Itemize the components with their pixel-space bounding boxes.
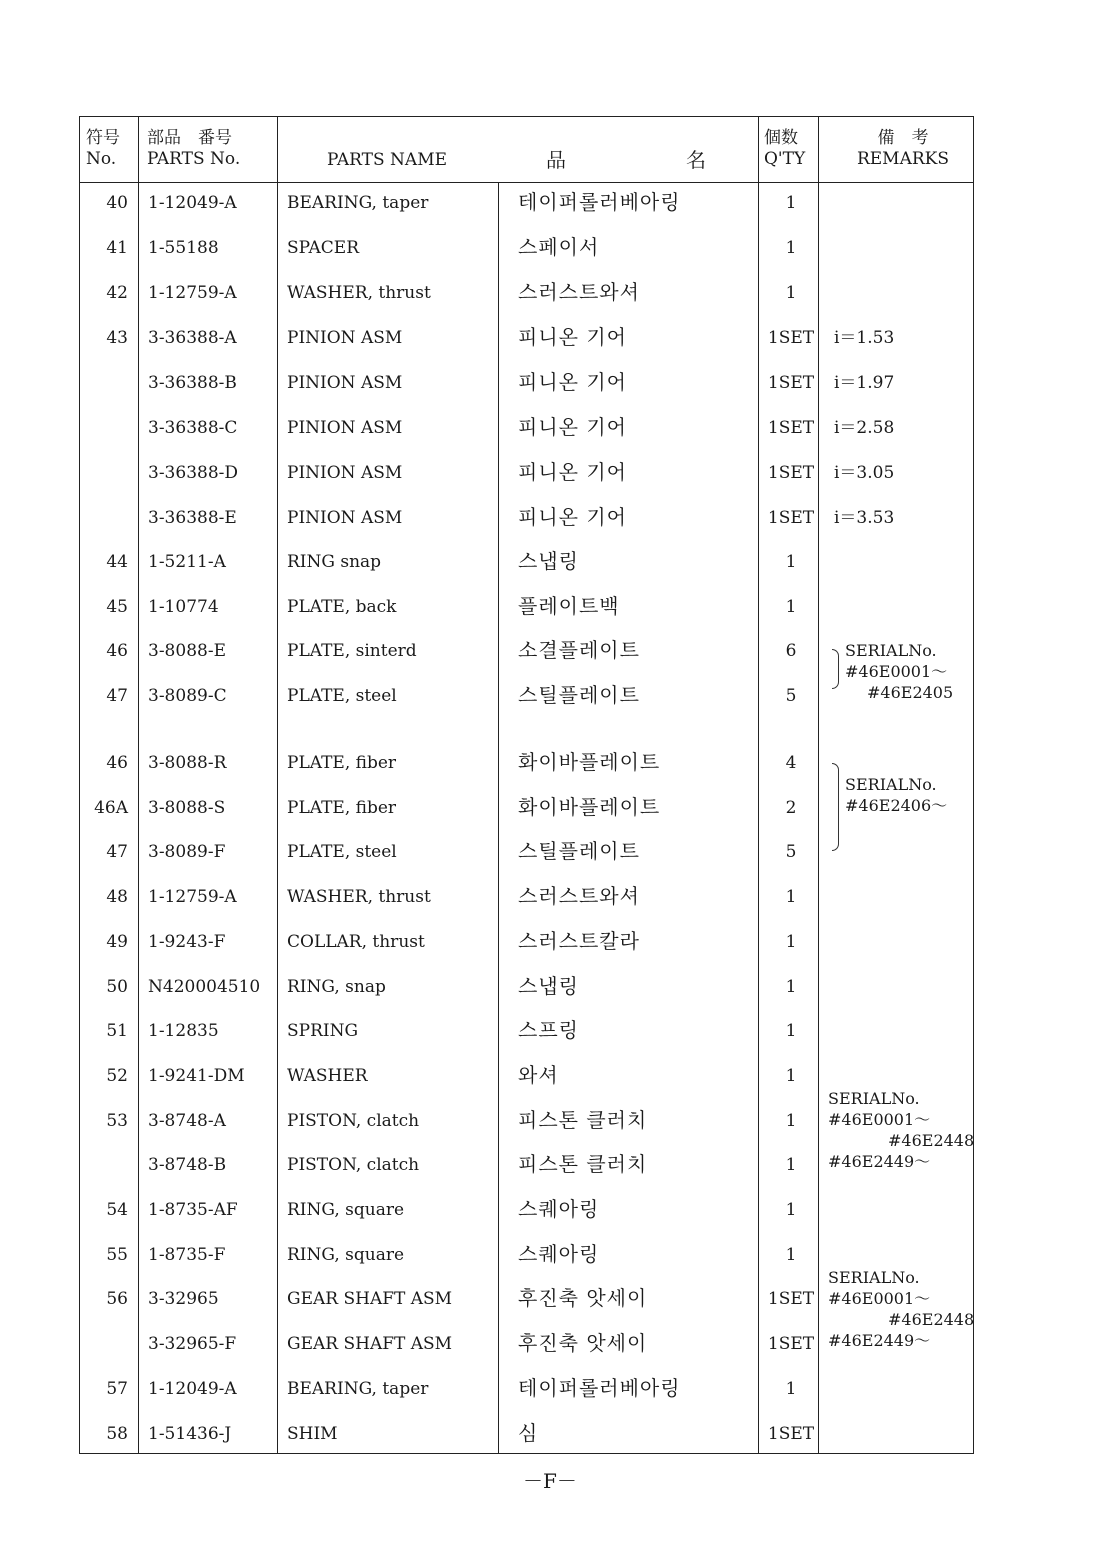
cell-qty: 1SET — [767, 1424, 815, 1444]
cell-part: 1-55188 — [148, 238, 219, 258]
cell-part: 1-5211-A — [148, 552, 226, 572]
cell-rem: i＝1.97 — [834, 373, 895, 393]
col-divider — [138, 117, 139, 1453]
cell-qty: 1 — [785, 283, 797, 303]
cell-part: 3-8748-B — [148, 1155, 227, 1175]
cell-qty: 1 — [785, 932, 797, 952]
cell-name: COLLAR, thrust — [287, 932, 425, 952]
cell-kr: 테이퍼롤러베아링 — [518, 190, 681, 214]
cell-kr: 피니온 기어 — [518, 505, 627, 529]
cell-name: PINION ASM — [287, 463, 403, 483]
cell-qty: 1SET — [767, 328, 815, 348]
cell-no: 40 — [106, 193, 128, 213]
cell-name: BEARING, taper — [287, 1379, 429, 1399]
cell-part: 1-12759-A — [148, 283, 237, 303]
cell-name: PLATE, sinterd — [287, 641, 417, 661]
header-parts-no: 部品 番号 PARTS No. — [147, 128, 241, 169]
cell-part: 3-8748-A — [148, 1111, 226, 1131]
cell-kr: 스프링 — [518, 1018, 579, 1042]
cell-part: 1-9243-F — [148, 932, 226, 952]
cell-name: PLATE, fiber — [287, 753, 397, 773]
cell-name: SHIM — [287, 1424, 338, 1444]
cell-qty: 1 — [785, 1155, 797, 1175]
cell-name: PINION ASM — [287, 418, 403, 438]
header-kr-right: 名 — [686, 148, 706, 172]
brace-icon — [832, 649, 839, 689]
header-divider — [80, 182, 973, 183]
cell-no: 56 — [106, 1289, 128, 1309]
cell-qty: 1 — [785, 597, 797, 617]
cell-no: 42 — [106, 283, 128, 303]
cell-no: 46 — [106, 753, 128, 773]
cell-qty: 1 — [785, 1111, 797, 1131]
cell-part: 3-8089-C — [148, 686, 227, 706]
cell-kr: 피니온 기어 — [518, 370, 627, 394]
cell-kr: 후진축 앗세이 — [518, 1286, 648, 1310]
cell-part: 1-8735-F — [148, 1245, 226, 1265]
cell-no: 58 — [106, 1424, 128, 1444]
cell-name: WASHER, thrust — [287, 283, 431, 303]
cell-qty: 1 — [785, 977, 797, 997]
cell-part: 3-8088-R — [148, 753, 227, 773]
cell-name: SPRING — [287, 1021, 359, 1041]
cell-no: 46 — [106, 641, 128, 661]
cell-rem: i＝1.53 — [834, 328, 895, 348]
cell-kr: 후진축 앗세이 — [518, 1331, 648, 1355]
cell-no: 47 — [106, 842, 128, 862]
cell-qty: 5 — [785, 686, 797, 706]
cell-qty: 1 — [785, 193, 797, 213]
cell-no: 53 — [106, 1111, 128, 1131]
cell-kr: 스냅링 — [518, 974, 579, 998]
cell-kr: 스틸플레이트 — [518, 683, 640, 707]
cell-name: PLATE, steel — [287, 686, 397, 706]
header-parts-name: PARTS NAME — [327, 150, 448, 170]
col-divider — [498, 182, 499, 1453]
cell-rem: i＝3.53 — [834, 508, 895, 528]
cell-no: 48 — [106, 887, 128, 907]
cell-part: 1-12835 — [148, 1021, 219, 1041]
cell-qty: 1 — [785, 1245, 797, 1265]
cell-kr: 피스톤 클러치 — [518, 1108, 648, 1132]
cell-qty: 5 — [785, 842, 797, 862]
cell-kr: 스퀘아링 — [518, 1197, 600, 1221]
header-kr-left: 品 — [546, 148, 566, 172]
cell-part: 3-36388-B — [148, 373, 237, 393]
cell-name: RING, snap — [287, 977, 386, 997]
cell-part: N420004510 — [148, 977, 261, 997]
cell-kr: 소결플레이트 — [518, 638, 640, 662]
cell-no: 49 — [106, 932, 128, 952]
cell-kr: 스냅링 — [518, 549, 579, 573]
cell-kr: 피니온 기어 — [518, 415, 627, 439]
cell-name: RING snap — [287, 552, 382, 572]
cell-name: SPACER — [287, 238, 360, 258]
cell-part: 3-36388-A — [148, 328, 237, 348]
cell-qty: 1SET — [767, 373, 815, 393]
cell-name: PLATE, steel — [287, 842, 397, 862]
cell-name: PINION ASM — [287, 508, 403, 528]
cell-part: 1-12759-A — [148, 887, 237, 907]
cell-kr: 플레이트백 — [518, 594, 620, 618]
cell-qty: 1 — [785, 1021, 797, 1041]
cell-no: 43 — [106, 328, 128, 348]
cell-kr: 스퀘아링 — [518, 1242, 600, 1266]
serial-remark-c: SERIALNo. #46E0001～ #46E2448 #46E2449～ — [828, 1089, 975, 1171]
cell-no: 47 — [106, 686, 128, 706]
serial-remark-a: SERIALNo. #46E0001～ #46E2405 — [845, 641, 954, 702]
cell-part: 3-32965 — [148, 1289, 219, 1309]
cell-name: RING, square — [287, 1200, 405, 1220]
cell-qty: 1 — [785, 1066, 797, 1086]
serial-remark-d: SERIALNo. #46E0001～ #46E2448 #46E2449～ — [828, 1268, 975, 1350]
cell-qty: 2 — [785, 798, 797, 818]
cell-rem: i＝3.05 — [834, 463, 895, 483]
cell-qty: 1 — [785, 552, 797, 572]
cell-name: PINION ASM — [287, 328, 403, 348]
cell-kr: 심 — [518, 1421, 539, 1445]
cell-kr: 피니온 기어 — [518, 325, 627, 349]
cell-name: PLATE, fiber — [287, 798, 397, 818]
cell-part: 1-12049-A — [148, 193, 237, 213]
cell-qty: 1SET — [767, 1334, 815, 1354]
cell-kr: 화이바플레이트 — [518, 795, 661, 819]
cell-no: 44 — [106, 552, 128, 572]
brace-icon — [832, 763, 839, 851]
cell-part: 1-10774 — [148, 597, 219, 617]
cell-qty: 1SET — [767, 463, 815, 483]
cell-part: 1-51436-J — [148, 1424, 232, 1444]
parts-table — [79, 116, 974, 1454]
cell-no: 46A — [94, 798, 128, 818]
col-divider — [277, 117, 278, 1453]
cell-name: PISTON, clatch — [287, 1111, 420, 1131]
cell-qty: 1 — [785, 887, 797, 907]
cell-kr: 스러스트와셔 — [518, 280, 640, 304]
cell-kr: 와셔 — [518, 1063, 559, 1087]
cell-part: 3-36388-E — [148, 508, 237, 528]
cell-part: 3-8088-S — [148, 798, 226, 818]
cell-name: BEARING, taper — [287, 193, 429, 213]
cell-no: 54 — [106, 1200, 128, 1220]
cell-rem: i＝2.58 — [834, 418, 895, 438]
cell-no: 51 — [106, 1021, 128, 1041]
cell-no: 50 — [106, 977, 128, 997]
cell-kr: 화이바플레이트 — [518, 750, 661, 774]
cell-qty: 1 — [785, 238, 797, 258]
cell-qty: 1 — [785, 1200, 797, 1220]
cell-name: WASHER, thrust — [287, 887, 431, 907]
cell-part: 1-12049-A — [148, 1379, 237, 1399]
cell-qty: 1 — [785, 1379, 797, 1399]
cell-kr: 피니온 기어 — [518, 460, 627, 484]
cell-part: 3-36388-D — [148, 463, 239, 483]
cell-kr: 스페이서 — [518, 235, 600, 259]
header-qty: 個数 Q'TY — [764, 128, 806, 169]
cell-kr: 스러스트칼라 — [518, 929, 640, 953]
page-footer: －F－ — [523, 1469, 577, 1493]
cell-part: 3-32965-F — [148, 1334, 237, 1354]
cell-name: PLATE, back — [287, 597, 397, 617]
cell-part: 3-8088-E — [148, 641, 226, 661]
cell-qty: 4 — [785, 753, 797, 773]
header-no: 符号 No. — [86, 128, 120, 169]
cell-qty: 1SET — [767, 418, 815, 438]
cell-part: 1-8735-AF — [148, 1200, 238, 1220]
cell-qty: 1SET — [767, 1289, 815, 1309]
cell-part: 3-36388-C — [148, 418, 238, 438]
cell-kr: 테이퍼롤러베아링 — [518, 1376, 681, 1400]
cell-no: 52 — [106, 1066, 128, 1086]
serial-remark-b: SERIALNo. #46E2406～ — [845, 775, 948, 815]
cell-no: 55 — [106, 1245, 128, 1265]
cell-name: GEAR SHAFT ASM — [287, 1334, 453, 1354]
cell-qty: 1SET — [767, 508, 815, 528]
cell-kr: 스러스트와셔 — [518, 884, 640, 908]
cell-part: 3-8089-F — [148, 842, 226, 862]
cell-name: WASHER — [287, 1066, 368, 1086]
cell-name: GEAR SHAFT ASM — [287, 1289, 453, 1309]
cell-qty: 6 — [785, 641, 797, 661]
cell-name: PINION ASM — [287, 373, 403, 393]
cell-name: RING, square — [287, 1245, 405, 1265]
cell-no: 45 — [106, 597, 128, 617]
cell-no: 57 — [106, 1379, 128, 1399]
cell-kr: 피스톤 클러치 — [518, 1152, 648, 1176]
cell-part: 1-9241-DM — [148, 1066, 245, 1086]
header-remarks: 備 考 REMARKS — [856, 128, 950, 169]
cell-kr: 스틸플레이트 — [518, 839, 640, 863]
cell-no: 41 — [106, 238, 128, 258]
cell-name: PISTON, clatch — [287, 1155, 420, 1175]
